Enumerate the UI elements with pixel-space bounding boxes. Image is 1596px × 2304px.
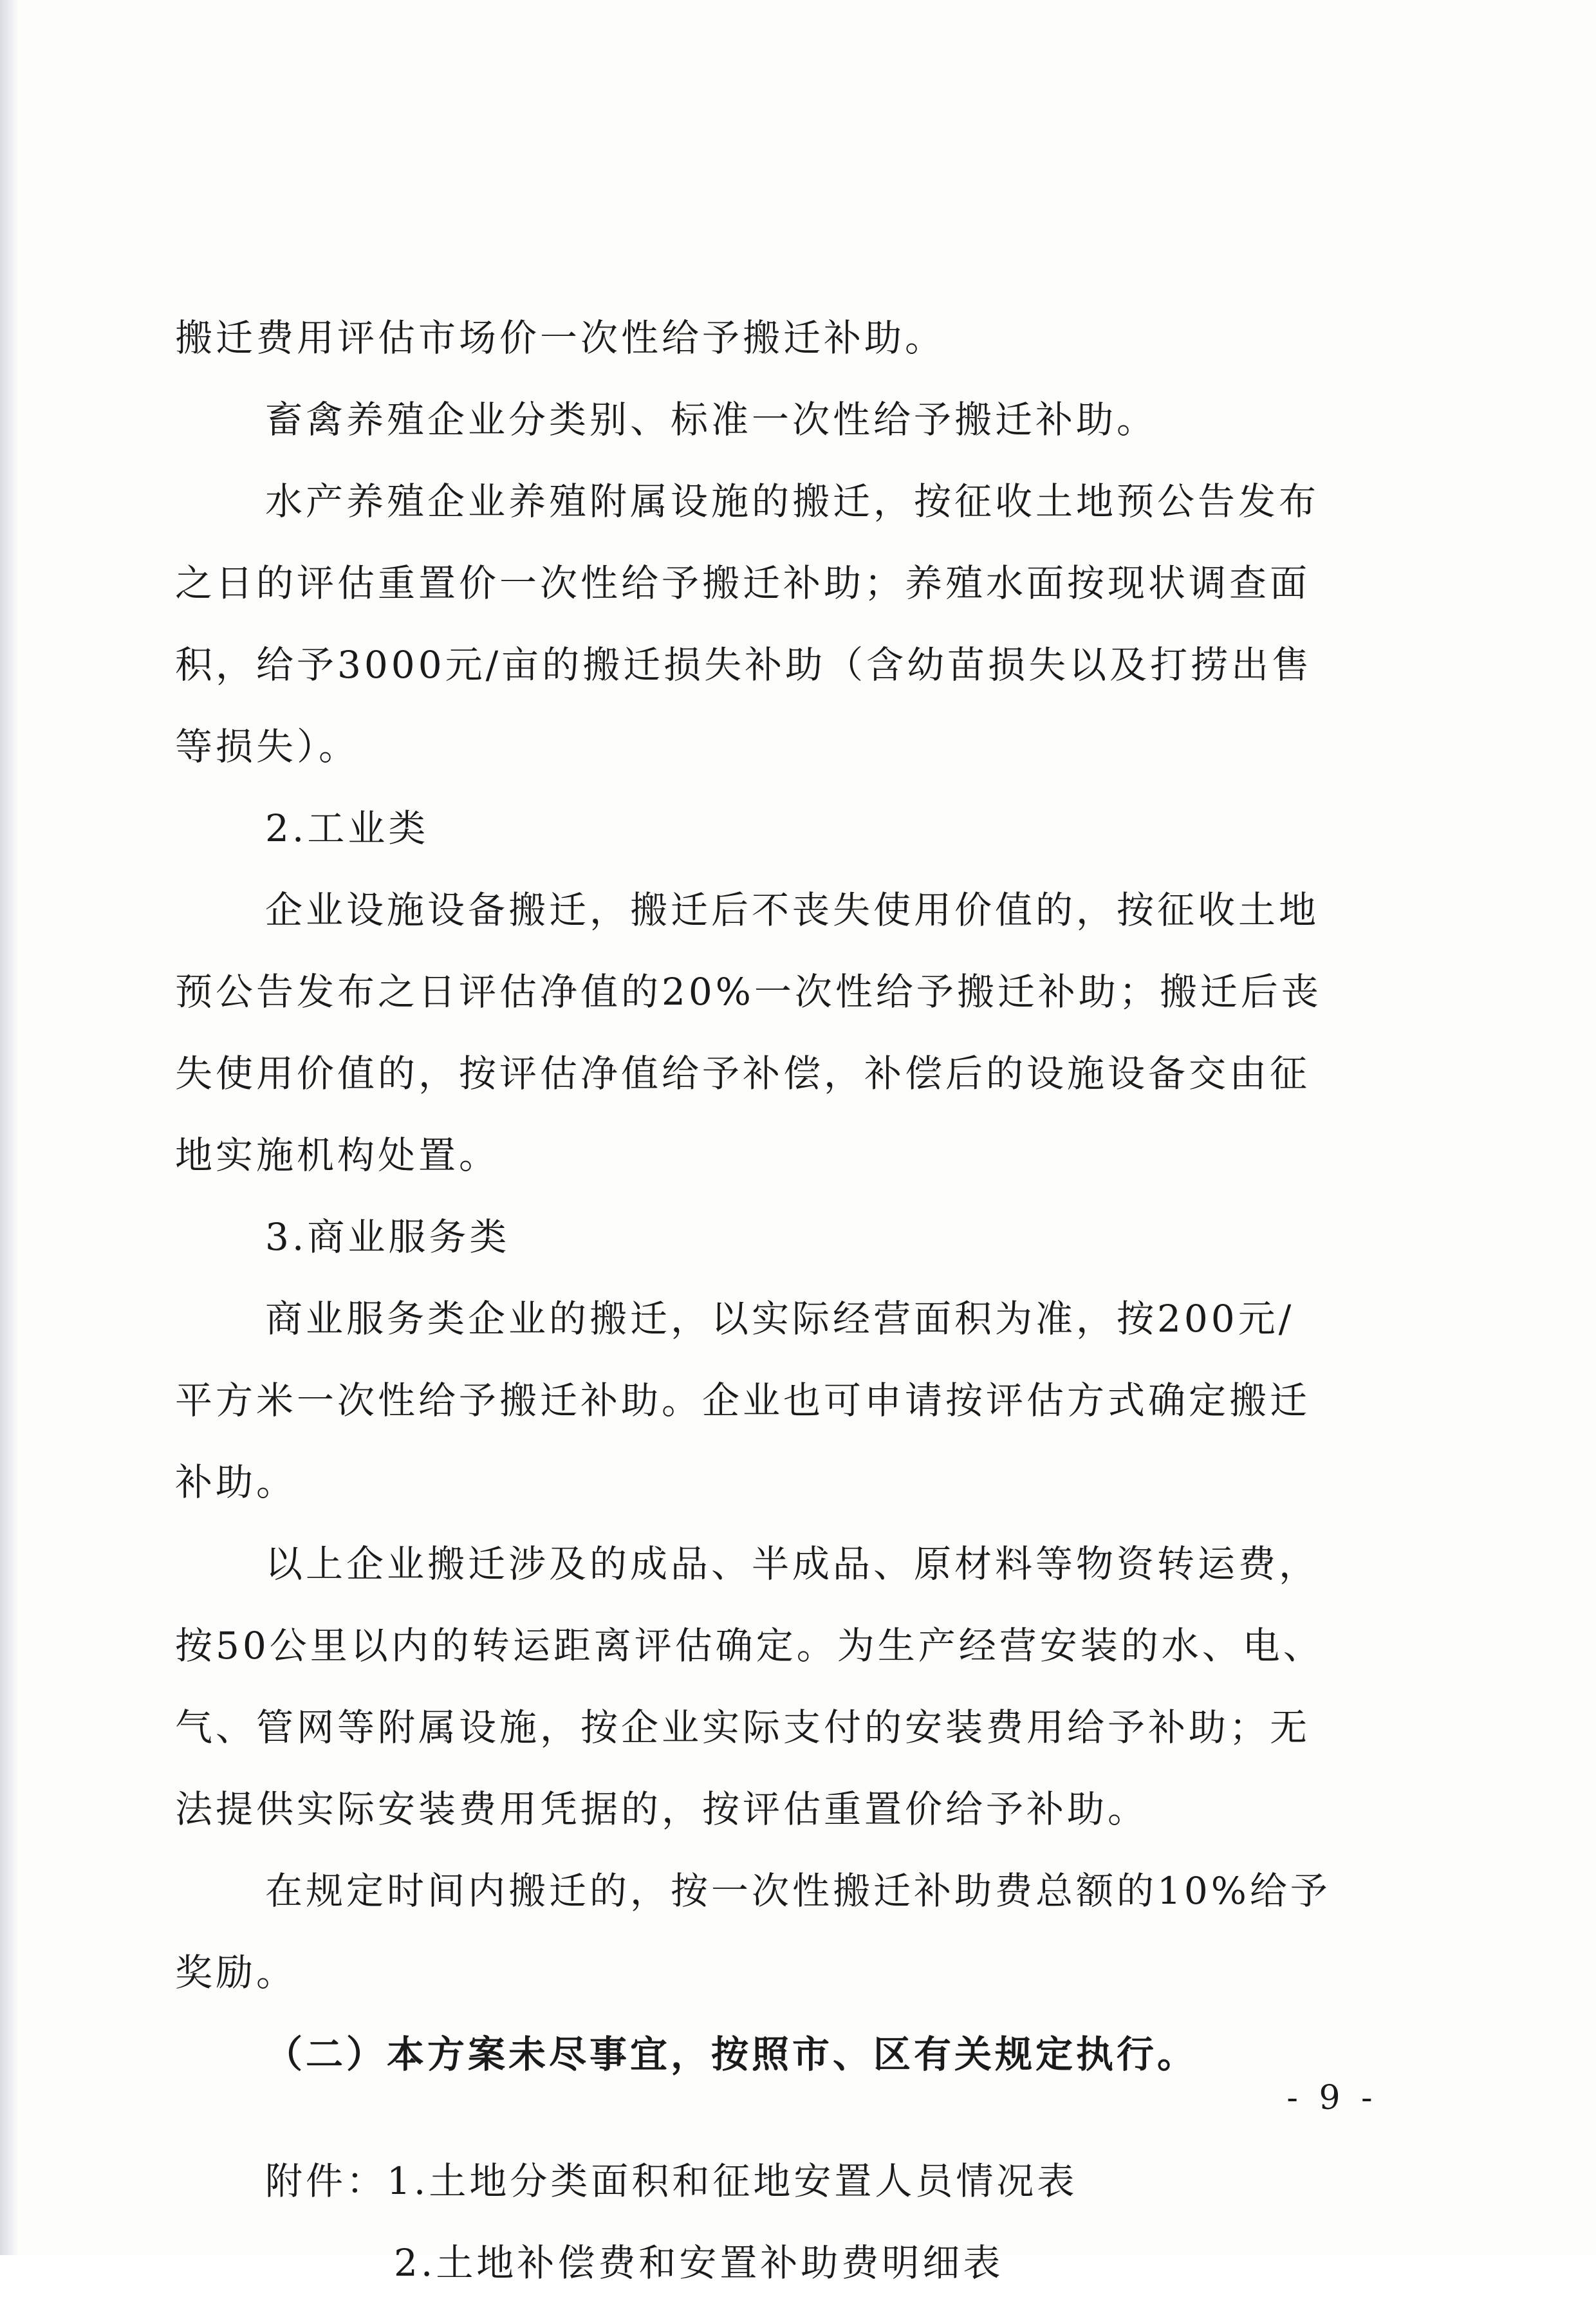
paragraph-line: 失使用价值的，按评估净值给予补偿，补偿后的设施设备交由征 <box>175 1052 1311 1095</box>
section-heading-commercial: 3.商业服务类 <box>265 1215 510 1259</box>
paragraph-line: 企业设施设备搬迁，搬迁后不丧失使用价值的，按征收土地 <box>265 888 1320 932</box>
paragraph-line: 平方米一次性给予搬迁补助。企业也可申请按评估方式确定搬迁 <box>175 1379 1311 1422</box>
paragraph-line: 按50公里以内的转运距离评估确定。为生产经营安装的水、电、 <box>175 1624 1324 1668</box>
paragraph-line: 搬迁费用评估市场价一次性给予搬迁补助。 <box>175 316 946 360</box>
page-number: - 9 - <box>1286 2079 1378 2117</box>
paragraph-line: 畜禽养殖企业分类别、标准一次性给予搬迁补助。 <box>265 398 1158 441</box>
paragraph-line: 商业服务类企业的搬迁，以实际经营面积为准，按200元/ <box>265 1297 1295 1341</box>
paragraph-line: 补助。 <box>175 1460 297 1504</box>
section-heading-other-matters: （二）本方案未尽事宜，按照市、区有关规定执行。 <box>265 2032 1198 2076</box>
paragraph-line: 等损失）。 <box>175 725 360 768</box>
paragraph-line: 水产养殖企业养殖附属设施的搬迁，按征收土地预公告发布 <box>265 479 1320 523</box>
spacer <box>175 2095 1366 2141</box>
paragraph-line: 积，给予3000元/亩的搬迁损失补助（含幼苗损失以及打捞出售 <box>175 643 1313 687</box>
section-heading-industry: 2.工业类 <box>265 806 429 850</box>
attachment-line-1: 附件：1.土地分类面积和征地安置人员情况表 <box>265 2159 1078 2203</box>
paragraph-line: 奖励。 <box>175 1951 297 1994</box>
paragraph-line: 在规定时间内搬迁的，按一次性搬迁补助费总额的10%给予 <box>265 1869 1331 1913</box>
paragraph-line: 地实施机构处置。 <box>175 1133 500 1177</box>
body-text <box>175 297 1366 2304</box>
paragraph-line: 以上企业搬迁涉及的成品、半成品、原材料等物资转运费， <box>265 1542 1320 1586</box>
paragraph-line: 法提供实际安装费用凭据的，按评估重置价给予补助。 <box>175 1787 1149 1831</box>
paragraph-line: 气、管网等附属设施，按企业实际支付的安装费用给予补助；无 <box>175 1705 1311 1749</box>
binding-edge <box>0 0 18 2255</box>
paragraph-line: 之日的评估重置价一次性给予搬迁补助；养殖水面按现状调查面 <box>175 561 1311 605</box>
attachment-line-2: 2.土地补偿费和安置补助费明细表 <box>394 2241 1004 2285</box>
paragraph-line: 预公告发布之日评估净值的20%一次性给予搬迁补助；搬迁后丧 <box>175 970 1322 1014</box>
